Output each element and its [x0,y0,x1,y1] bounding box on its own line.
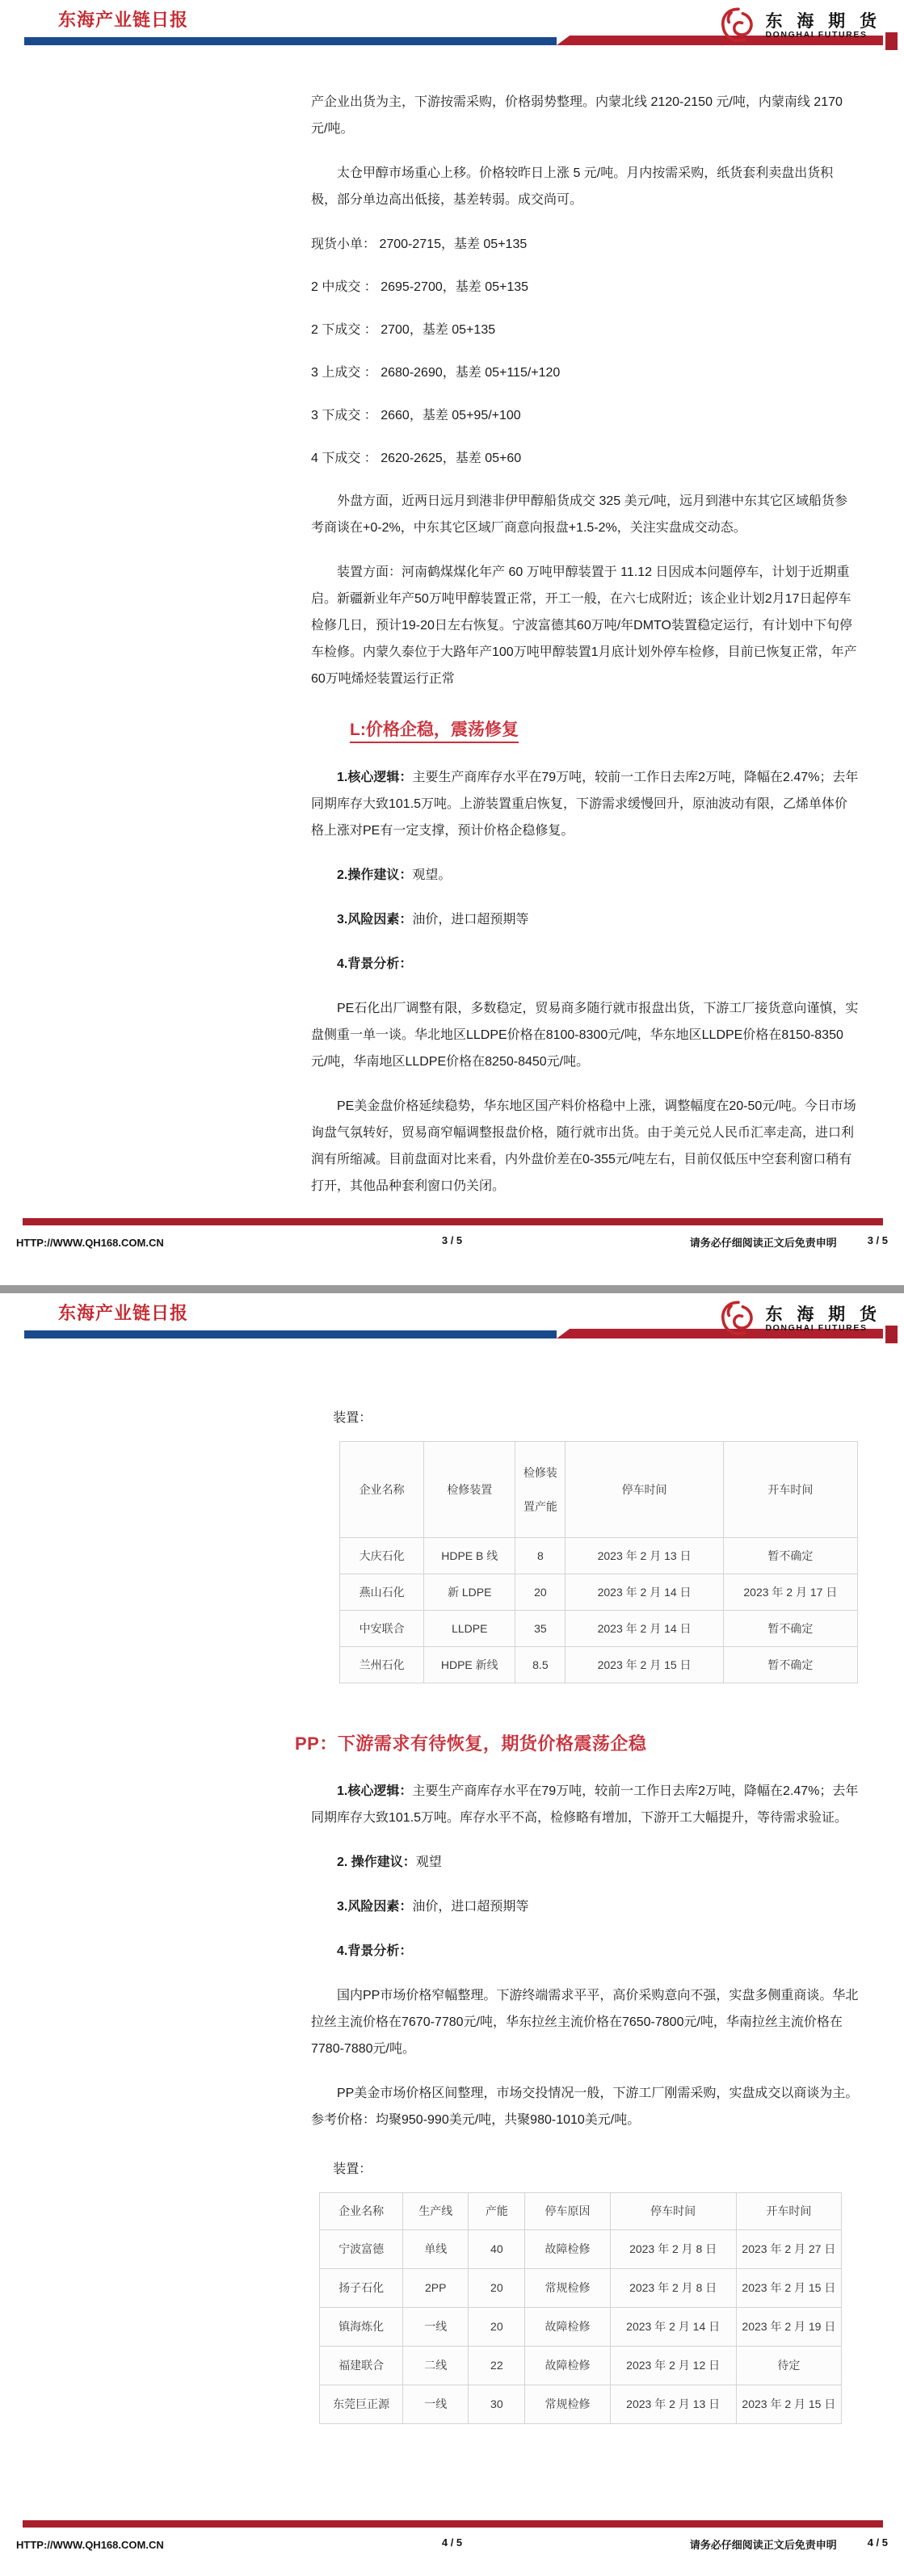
table-cell: 40 [469,2230,525,2269]
table-cell: 大庆石化 [340,1538,424,1574]
table-row [320,2269,842,2308]
footer-right-group [690,1234,888,1250]
table-header-cell: 开车时间 [723,1442,857,1538]
table-cell: 2023 年 2 月 8 日 [610,2230,736,2269]
table-cell: 待定 [736,2347,841,2385]
company-logo [717,3,881,48]
body-paragraph: 太仓甲醇市场重心上移。价格较昨日上涨 5 元/吨。月内按需采购，纸货套利卖盘出货积极，部分单边高出低接，基差转弱。成交尚可。 [311,166,834,207]
table-cell: 暂不确定 [723,1611,857,1647]
table-cell: 东莞巨正源 [320,2385,403,2424]
table-cell: 宁波富德 [320,2230,403,2269]
table-cell: LLDPE [424,1611,515,1647]
page-4-body [295,1382,859,2424]
page-header [0,1293,904,1353]
deal-line: 3 上成交 ： 2680-2690，基差 05+115/+120 [311,366,561,380]
header-rule-endcap [885,1326,898,1343]
table-cell: 8.5 [515,1647,566,1683]
footer-rule-bar [23,1218,883,1225]
section-item [311,1938,859,1965]
page-3-body [311,89,859,1217]
table-cell: 30 [469,2385,525,2424]
body-paragraph: 国内PP市场价格窄幅整理。下游终端需求平平，高价采购意向不强，实盘多侧重商谈。华北拉丝主流价格在7670-7780元/吨，华东拉丝主流价格在7650-7800元/吨，华南拉丝主流价格在7780-7880元/吨。 [311,1989,859,2056]
item-text: 主要生产商库存水平在79万吨，较前一工作日去库2万吨，降幅在2.47%；去年同期库存大致101.5万吨。库存水平不高，检修略有增加，下游开工大幅提升，等待需求验证。 [311,1784,859,1825]
table-cell: 2023 年 2 月 12 日 [610,2347,736,2385]
item-text: 观望。 [412,868,452,882]
table-cell: 8 [515,1538,566,1574]
logo-cn-text: 东 海 期 货 [765,1305,881,1324]
body-paragraph: 产企业出货为主，下游按需采购，价格弱势整理。内蒙北线 2120-2150 元/吨，内蒙南线 2170 元/吨。 [311,95,843,136]
table-header-cell: 检修装置 [424,1442,515,1538]
table-header-cell: 生产线 [403,2193,469,2230]
table-cell: 22 [469,2347,525,2385]
page-footer [0,1218,904,1250]
table-header-cell: 开车时间 [736,2193,841,2230]
deal-line: 3 下成交 ： 2660，基差 05+95/+100 [311,409,521,422]
footer-url: HTTP://WWW.QH168.COM.CN [16,2539,164,2551]
table-cell: 2023 年 2 月 15 日 [736,2385,841,2424]
table-cell: 扬子石化 [320,2269,403,2308]
header-rule-blue-segment [24,37,557,45]
table-cell: 中安联合 [340,1611,424,1647]
table-cell: 2PP [403,2269,469,2308]
item-label: 2. 操作建议： [337,1855,416,1869]
logo-en-text: DONGHAI FUTURES [765,29,868,40]
item-label: 3.风险因素： [337,1900,413,1914]
item-label: 3.风险因素： [337,913,413,927]
section-item [311,906,859,933]
table-cell: 2023 年 2 月 14 日 [566,1611,723,1647]
dragon-logo-icon [717,3,760,48]
table-row [320,2347,842,2385]
table-cell: 2023 年 2 月 15 日 [566,1647,723,1683]
table-header-row [320,2193,842,2230]
table-header-cell: 停车时间 [610,2193,736,2230]
table-cell: 暂不确定 [723,1647,857,1683]
table-cell: 单线 [403,2230,469,2269]
footer-page-number: 4 / 5 [441,2536,463,2549]
section-item [311,1893,859,1920]
footer-url: HTTP://WWW.QH168.COM.CN [16,1237,164,1249]
footer-row [0,2536,904,2552]
table-cell: 2023 年 2 月 27 日 [736,2230,841,2269]
logo-text [765,12,881,40]
table-header-cell: 检修装置产能 [515,1442,566,1538]
section-item [311,951,859,977]
table-header-cell: 停车时间 [566,1442,723,1538]
table-header-cell: 企业名称 [320,2193,403,2230]
table-cell: 2023 年 2 月 14 日 [566,1574,723,1611]
item-text: 主要生产商库存水平在79万吨，较前一工作日去库2万吨，降幅在2.47%；去年同期库存大致101.5万吨。上游装置重启恢复，下游需求缓慢回升，原油波动有限，乙烯单体价格上涨对PE有一定支撑，预计价格企稳修复。 [311,771,859,838]
footer-page-number: 3 / 5 [441,1234,463,1246]
device-section-label: 装置： [333,1411,372,1425]
footer-disclaimer: 请务必仔细阅读正文后免责申明 [689,2539,837,2551]
table-cell: 20 [515,1574,566,1611]
body-paragraph: PE美金盘价格延续稳势，华东地区国产料价格稳中上涨，调整幅度在20-50元/吨。今日市场询盘气氛转好，贸易商窄幅调整报盘价格，随行就市出货。由于美元兑人民币汇率走高，进口利润有所缩减。目前盘面对比来看，内外盘价差在0-355元/吨左右，目前仅低压中空套利窗口稍有打开，其他品种套利窗口仍关闭。 [311,1099,856,1193]
item-label: 2.操作建议： [337,868,413,882]
footer-rule-bar [23,2520,883,2528]
table-cell: 2023 年 2 月 14 日 [610,2308,736,2347]
logo-text [765,1305,881,1334]
table-row [340,1538,858,1574]
footer-disclaimer: 请务必仔细阅读正文后免责申明 [689,1237,837,1249]
pp-section-heading: PP：下游需求有待恢复，期货价格震荡企稳 [295,1733,647,1754]
device-section-label: 装置： [333,2162,372,2176]
table-cell: 新 LDPE [424,1574,515,1611]
footer-row [0,1234,904,1250]
footer-page-number: 3 / 5 [867,1234,888,1246]
item-label: 4.背景分析： [337,1944,413,1958]
section-item [311,1778,859,1831]
page-separator [0,1285,904,1293]
table-cell: 故障检修 [525,2230,610,2269]
body-paragraph: 外盘方面，近两日远月到港非伊甲醇船货成交 325 美元/吨，远月到港中东其它区域船货参考商谈在+0-2%，中东其它区域厂商意向报盘+1.5-2%，关注实盘成交动态。 [311,494,848,535]
table-cell: 2023 年 2 月 17 日 [723,1574,857,1611]
logo-en-text: DONGHAI FUTURES [765,1322,868,1333]
pp-maintenance-table [319,2192,842,2424]
table-cell: 2023 年 2 月 13 日 [566,1538,723,1574]
table-row [340,1611,858,1647]
table-row [320,2308,842,2347]
item-label: 4.背景分析： [337,957,413,971]
table-cell: 常规检修 [525,2385,610,2424]
dragon-logo-icon [717,1296,760,1342]
report-title: 东海产业链日报 [58,1303,189,1323]
table-cell: 一线 [403,2308,469,2347]
table-cell: 常规检修 [525,2269,610,2308]
l-section-heading-text: L:价格企稳，震荡修复 [350,721,519,743]
table-header-cell: 产能 [469,2193,525,2230]
table-cell: 35 [515,1611,566,1647]
table-header-row [340,1442,858,1538]
body-paragraph: PE石化出厂调整有限，多数稳定，贸易商多随行就市报盘出货，下游工厂接货意向谨慎，实盘侧重一单一谈。华北地区LLDPE价格在8100-8300元/吨，华东地区LLDPE价格在8150-8350元/吨，华南地区LLDPE价格在8250-8450元/吨。 [311,1002,859,1069]
l-section-heading [350,716,859,743]
table-cell: 二线 [403,2347,469,2385]
table-header-cell: 停车原因 [525,2193,610,2230]
item-label: 1.核心逻辑： [337,1784,413,1798]
report-page-3 [0,0,904,1285]
header-rule-blue-segment [24,1330,557,1338]
table-cell: 2023 年 2 月 19 日 [736,2308,841,2347]
table-cell: 2023 年 2 月 8 日 [610,2269,736,2308]
table-cell: 2023 年 2 月 15 日 [736,2269,841,2308]
table-cell: 故障检修 [525,2347,610,2385]
table-cell: 一线 [403,2385,469,2424]
table-cell: 燕山石化 [340,1574,424,1611]
page-footer [0,2520,904,2552]
table-row [320,2230,842,2269]
table-header-cell: 企业名称 [340,1442,424,1538]
item-text: 观望 [415,1855,442,1869]
header-rule-endcap [885,32,898,50]
table-cell: 2023 年 2 月 13 日 [610,2385,736,2424]
logo-cn-text: 东 海 期 货 [765,11,881,31]
table-row [320,2385,842,2424]
report-page-4 [0,1293,904,2576]
report-title: 东海产业链日报 [58,10,189,30]
company-logo [717,1296,881,1342]
body-paragraph: PP美金市场价格区间整理，市场交投情况一般，下游工厂刚需采购，实盘成交以商谈为主。参考价格：均聚950-990美元/吨，共聚980-1010美元/吨。 [311,2086,859,2127]
page-header [0,0,904,60]
section-item [311,764,859,844]
table-cell: 故障检修 [525,2308,610,2347]
footer-page-number: 4 / 5 [867,2536,888,2549]
pe-maintenance-table [339,1441,858,1683]
deal-line: 2 下成交 ： 2700，基差 05+135 [311,323,496,337]
table-cell: HDPE B 线 [424,1538,515,1574]
table-cell: HDPE 新线 [424,1647,515,1683]
item-text: 油价，进口超预期等 [412,1900,529,1914]
deal-line: 2 中成交 ： 2695-2700，基差 05+135 [311,280,529,294]
deal-line: 4 下成交 ： 2620-2625，基差 05+60 [311,452,522,465]
deal-line: 现货小单： 2700-2715，基差 05+135 [311,237,528,251]
table-row [340,1574,858,1611]
footer-right-group [690,2536,888,2552]
section-item [311,1849,859,1876]
table-cell: 兰州石化 [340,1647,424,1683]
body-paragraph: 装置方面：河南鹤煤煤化年产 60 万吨甲醇装置于 11.12 日因成本问题停车，计划于近期重启。新疆新业年产50万吨甲醇装置正常，开工一般，在六七成附近；该企业计划2月17日起停车检修几日，预计19-20日左右恢复。宁波富德其60万吨/年DMTO装置稳定运行，有计划中下旬停车检修。内蒙久泰位于大路年产100万吨甲醇装置1月底计划外停车检修，目前已恢复正常，年产60万吨烯烃装置运行正常 [311,565,857,686]
table-cell: 镇海炼化 [320,2308,403,2347]
table-row [340,1647,858,1683]
table-cell: 20 [469,2269,525,2308]
table-cell: 20 [469,2308,525,2347]
item-text: 油价，进口超预期等 [412,913,529,927]
section-item [311,862,859,889]
table-cell: 暂不确定 [723,1538,857,1574]
item-label: 1.核心逻辑： [337,771,413,784]
table-cell: 福建联合 [320,2347,403,2385]
